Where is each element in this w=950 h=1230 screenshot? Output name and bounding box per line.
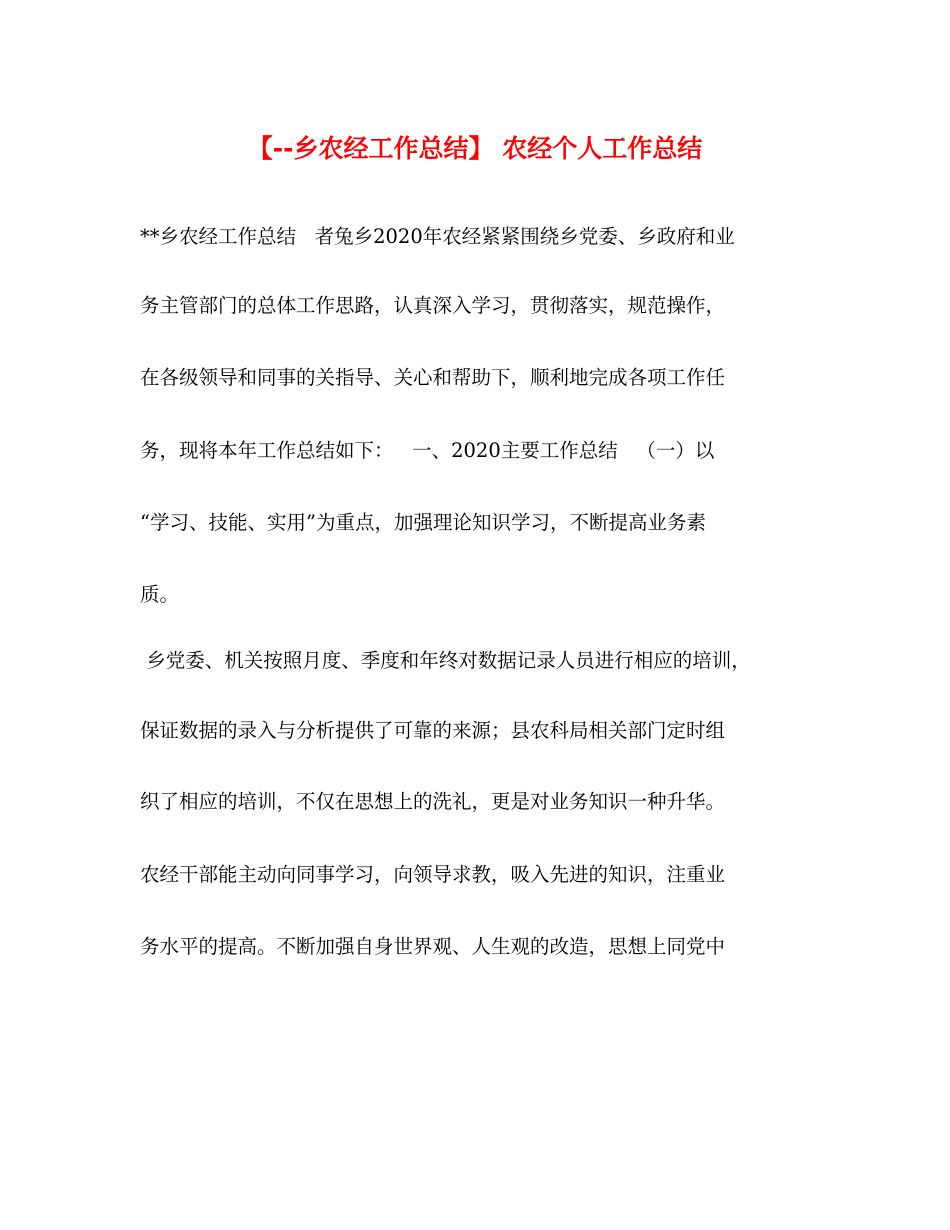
body-line: 务主管部门的总体工作思路，认真深入学习，贯彻落实，规范操作， [140,294,726,317]
body-line: “学习、技能、实用”为重点，加强理论知识学习，不断提高业务素 [140,511,706,534]
body-line: 农经干部能主动向同事学习，向领导求教，吸入先进的知识，注重业 [140,863,726,886]
document-title: 【--乡农经工作总结】 农经个人工作总结 [247,134,703,163]
body-line: 务水平的提高。不断加强自身世界观、人生观的改造，思想上同党中 [140,935,726,958]
body-line: 保证数据的录入与分析提供了可靠的来源；县农科局相关部门定时组 [140,719,726,742]
body-line: **乡农经工作总结 者兔乡2020年农经紧紧围绕乡党委、乡政府和业 [140,225,735,248]
body-line: 乡党委、机关按照月度、季度和年终对数据记录人员进行相应的培训， [140,649,751,672]
body-line: 在各级领导和同事的关指导、关心和帮助下，顺利地完成各项工作任 [140,366,726,389]
body-line: 织了相应的培训，不仅在思想上的洗礼，更是对业务知识一种升华。 [140,790,726,813]
body-line: 务，现将本年工作总结如下： 一、2020主要工作总结 （一）以 [140,439,715,462]
body-line: 质。 [140,583,180,606]
